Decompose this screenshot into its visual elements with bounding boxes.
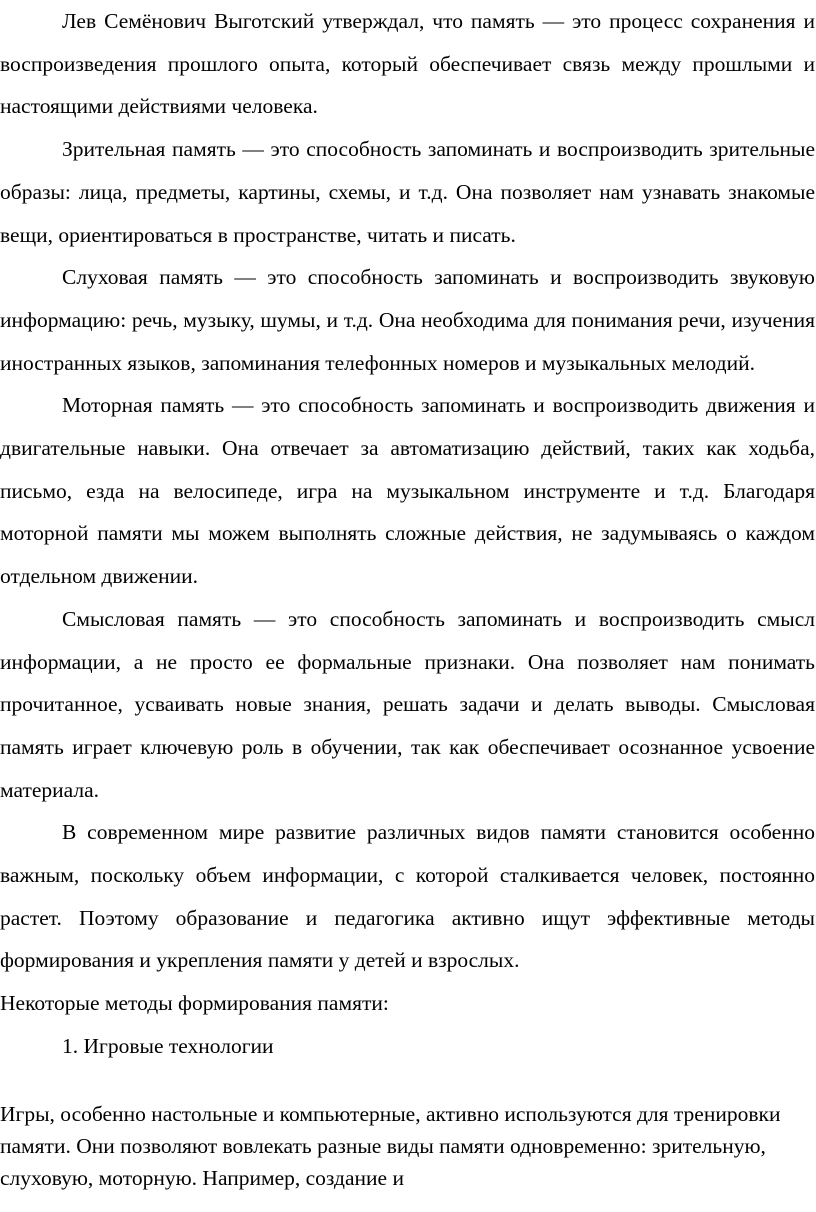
- paragraph-auditory-memory: Слуховая память — это способность запоминать и воспроизводить звуковую информацию: речь, музыку, шумы, и т.д. Она необходима для понимания речи, изучения иностранных языков, запоминания телефонных номеров и музыкальных мелодий.: [0, 265, 815, 375]
- paragraph-modern-world: В современном мире развитие различных видов памяти становится особенно важным, поскольку объем информации, с которой сталкивается человек, постоянно растет. Поэтому образование и педагогика активно ищут эффективные методы формирования и укрепления памяти у детей и взрослых.: [0, 820, 815, 973]
- paragraph-games-training: Игры, особенно настольные и компьютерные, активно используются для тренировки памяти. Они позволяют вовлекать разные виды памяти одновременно: зрительную, слуховую, моторную. Например, создание и: [0, 1102, 781, 1190]
- methods-intro: Некоторые методы формирования памяти:: [0, 991, 389, 1016]
- paragraph-vygotsky-definition: Лев Семёнович Выготский утверждал, что память — это процесс сохранения и воспроизведения прошлого опыта, который обеспечивает связь между прошлыми и настоящими действиями человека.: [0, 9, 815, 119]
- closing-section: [0, 1098, 812, 1194]
- paragraph-motor-memory: Моторная память — это способность запоминать и воспроизводить движения и двигательные навыки. Она отвечает за автоматизацию действий, таких как ходьба, письмо, езда на велосипеде, игра на музыкальном инструменте и т.д. Благодаря моторной памяти мы можем выполнять сложные действия, не задумываясь о каждом отдельном движении.: [0, 393, 815, 589]
- list-item-game-technologies: 1. Игровые технологии: [62, 1033, 274, 1058]
- paragraph-visual-memory: Зрительная память — это способность запоминать и воспроизводить зрительные образы: лица, предметы, картины, схемы, и т.д. Она позволяет нам узнавать знакомые вещи, ориентироваться в пространстве, читать и писать.: [0, 137, 815, 247]
- paragraph-semantic-memory: Смысловая память — это способность запоминать и воспроизводить смысл информации, а не просто ее формальные признаки. Она позволяет нам понимать прочитанное, усваивать новые знания, решать задачи и делать выводы. Смысловая память играет ключевую роль в обучении, так как обеспечивает осознанное усвоение материала.: [0, 606, 815, 802]
